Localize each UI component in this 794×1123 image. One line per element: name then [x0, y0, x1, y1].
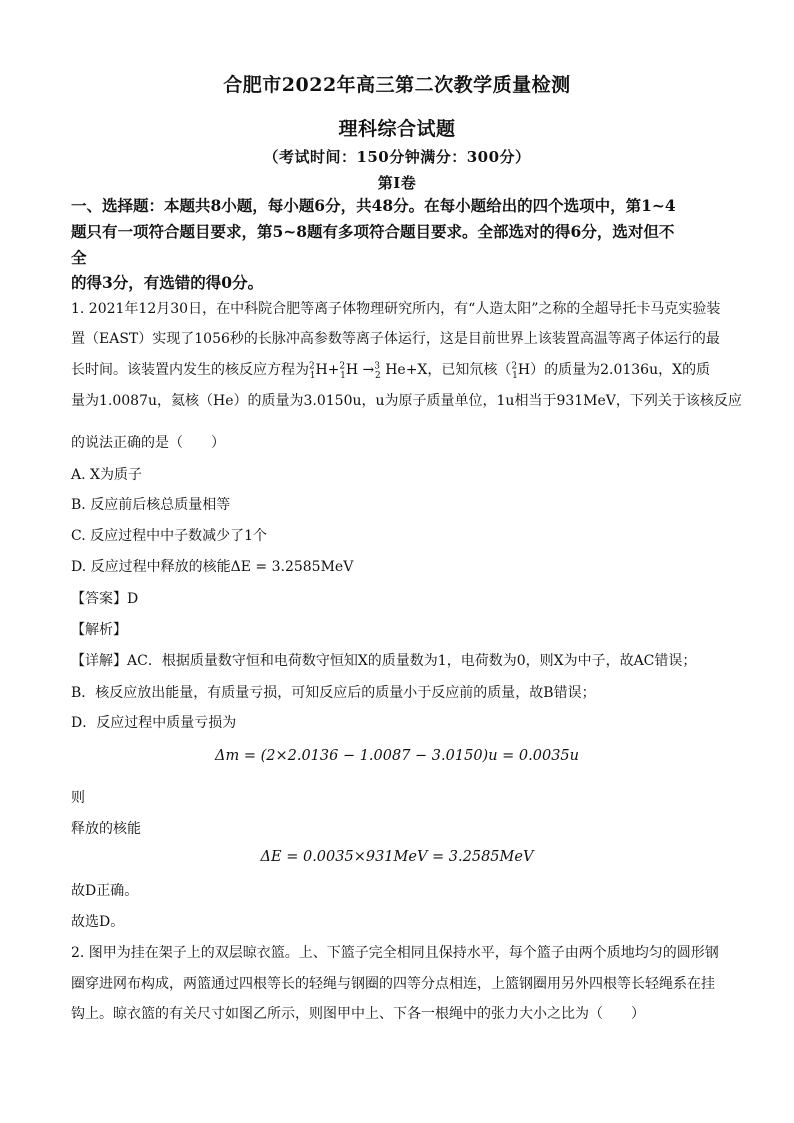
section-heading-line-4: 的得3分，有选错的得0分。: [71, 273, 264, 292]
subject-title: 理科综合试题: [338, 118, 456, 140]
q1-line-3: [71, 360, 723, 380]
deuteron-symbol: $^2_1$H: [511, 361, 531, 381]
q1-line-3b: ，已知氘核（: [427, 362, 512, 378]
energy-equation: ΔE = 0.0035×931MeV = 3.2585MeV: [260, 849, 534, 865]
q2-line-2: 圈穿进网布构成，两篮通过四根等长的轻绳与钢圈的四等分点相连，上篮钢圈用另外四根等长轻绳系在挂: [71, 976, 715, 992]
answer-label: 【答案】D: [71, 591, 139, 607]
section-heading-line-1: 一、选择题：本题共8小题，每小题6分，共48分。在每小题给出的四个选项中，第1~4: [71, 196, 676, 215]
exam-info: （考试时间：150分钟满分：300分）: [263, 148, 531, 166]
q1-line-3a: 长时间。该装置内发生的核反应方程为: [71, 362, 309, 378]
q2-line-1: 2. 图甲为挂在架子上的双层晾衣篮。上、下篮子完全相同且保持水平，每个篮子由两个质地均匀的圆形钢: [71, 945, 719, 961]
analysis-label: 【解析】: [71, 622, 127, 638]
q1-line-5: 的说法正确的是（ ）: [71, 435, 225, 451]
section-heading-line-2: 题只有一项符合题目要求，第5~8题有多项符合题目要求。全部选对的得6分，选对但不: [71, 222, 675, 241]
detail-b: B．核反应放出能量，有质量亏损，可知反应后的质量小于反应前的质量，故B错误；: [71, 685, 596, 701]
detail-ac: 【详解】AC．根据质量数守恒和电荷数守恒知X的质量数为1，电荷数为0，则X为中子，故AC错误；: [71, 653, 697, 669]
reaction-equation: $^2_1$H+$^2_1$H →$^3_2$ He+X: [309, 361, 428, 381]
choose-text: 故选D。: [71, 914, 125, 930]
q1-line-3c: ）的质量为2.0136u，X的质: [530, 362, 711, 378]
exam-title: 合肥市2022年高三第二次教学质量检测: [223, 74, 571, 96]
q2-line-3: 钩上。晾衣篮的有关尺寸如图乙所示，则图甲中上、下各一根绳中的张力大小之比为（ ）: [71, 1006, 645, 1022]
q1-line-1: 1. 2021年12月30日，在中科院合肥等离子体物理研究所内，有“人造太阳”之称的全超导托卡马克实验装: [71, 301, 721, 317]
section-heading-line-3: 全: [71, 248, 87, 267]
option-d: D. 反应过程中释放的核能ΔE = 3.2585MeV: [71, 559, 354, 575]
option-a: A. X为质子: [71, 467, 142, 483]
volume-label: 第I卷: [377, 174, 417, 192]
mass-defect-equation: Δm = (2×2.0136 − 1.0087 − 3.0150)u = 0.0035u: [214, 748, 579, 764]
option-c: C. 反应过程中中子数减少了1个: [71, 528, 268, 544]
detail-d: D．反应过程中质量亏损为: [71, 715, 237, 731]
q1-line-4: 量为1.0087u，氦核（He）的质量为3.0150u，u为原子质量单位，1u相当于931MeV，下列关于该核反应: [71, 393, 742, 409]
d-correct-text: 故D正确。: [71, 883, 139, 899]
q1-line-2: 置（EAST）实现了1056秒的长脉冲高参数等离子体运行，这是目前世界上该装置高温等离子体运行的最: [71, 331, 720, 347]
option-b: B. 反应前后核总质量相等: [71, 497, 231, 513]
then-label: 则: [71, 790, 85, 806]
release-label: 释放的核能: [71, 821, 141, 837]
